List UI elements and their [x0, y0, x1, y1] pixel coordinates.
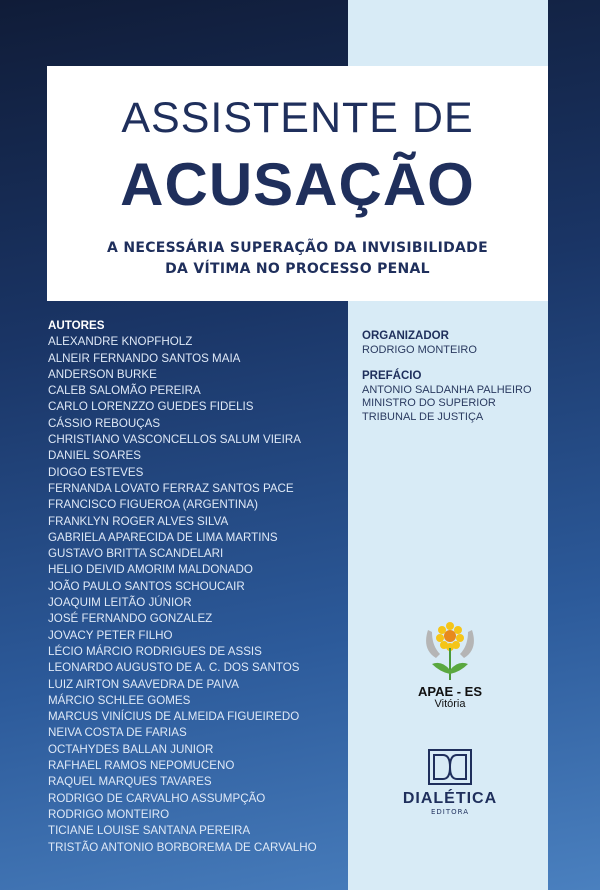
- authors-heading: AUTORES: [48, 319, 105, 332]
- publisher-logo: [400, 748, 500, 816]
- preface-line: MINISTRO DO SUPERIOR: [362, 397, 496, 409]
- author-name: JOÃO PAULO SANTOS SCHOUCAIR: [48, 579, 245, 593]
- author-name: TICIANE LOUISE SANTANA PEREIRA: [48, 824, 251, 838]
- author-name: CHRISTIANO VASCONCELLOS SALUM VIEIRA: [48, 433, 301, 447]
- author-name: TRISTÃO ANTONIO BORBOREMA DE CARVALHO: [48, 840, 317, 854]
- organizer-name: RODRIGO MONTEIRO: [362, 343, 477, 356]
- author-name: RODRIGO MONTEIRO: [48, 807, 170, 821]
- author-name: DIOGO ESTEVES: [48, 465, 144, 479]
- subtitle-line-2: DA VÍTIMA NO PROCESSO PENAL: [165, 261, 430, 277]
- author-name: HELIO DEIVID AMORIM MALDONADO: [48, 563, 253, 577]
- author-name: RAQUEL MARQUES TAVARES: [48, 775, 212, 789]
- preface-line: TRIBUNAL DE JUSTIÇA: [362, 410, 484, 423]
- author-name: ANDERSON BURKE: [48, 367, 157, 381]
- author-name: CARLO LORENZZO GUEDES FIDELIS: [48, 400, 254, 414]
- author-name: MARCUS VINÍCIUS DE ALMEIDA FIGUEIREDO: [48, 710, 300, 724]
- author-name: FERNANDA LOVATO FERRAZ SANTOS PACE: [48, 481, 294, 495]
- dialetica-book-icon: [427, 748, 473, 786]
- author-name: FRANCISCO FIGUEROA (ARGENTINA): [48, 498, 258, 512]
- author-name: RAFHAEL RAMOS NEPOMUCENO: [48, 759, 235, 773]
- author-name: LUIZ AIRTON SAAVEDRA DE PAIVA: [48, 677, 239, 691]
- apae-logo: [400, 620, 500, 710]
- author-name: GABRIELA APARECIDA DE LIMA MARTINS: [48, 530, 278, 544]
- author-name: JOAQUIM LEITÃO JÚNIOR: [48, 596, 192, 610]
- author-name: GUSTAVO BRITTA SCANDELARI: [48, 547, 224, 561]
- title-line-2: ACUSAÇÃO: [120, 151, 475, 218]
- author-name: LÉCIO MÁRCIO RODRIGUES DE ASSIS: [48, 644, 262, 658]
- author-name: NEIVA COSTA DE FARIAS: [48, 726, 187, 740]
- title-box: [47, 66, 548, 301]
- author-name: ALNEIR FERNANDO SANTOS MAIA: [48, 351, 241, 365]
- preface-line: ANTONIO SALDANHA PALHEIRO: [362, 383, 532, 396]
- author-name: RODRIGO DE CARVALHO ASSUMPÇÃO: [48, 791, 266, 805]
- subtitle-line-1: A NECESSÁRIA SUPERAÇÃO DA INVISIBILIDADE: [107, 240, 488, 256]
- publisher-tagline: EDITORA: [430, 808, 470, 816]
- apae-name: APAE - ES: [417, 684, 483, 699]
- author-name: LEONARDO AUGUSTO DE A. C. DOS SANTOS: [48, 661, 300, 675]
- author-name: JOSÉ FERNANDO GONZALEZ: [48, 612, 213, 626]
- author-name: JOVACY PETER FILHO: [48, 628, 173, 642]
- apae-city: Vitória: [434, 698, 466, 710]
- author-name: OCTAHYDES BALLAN JUNIOR: [48, 742, 214, 756]
- author-name: DANIEL SOARES: [48, 449, 141, 463]
- title-line-1: ASSISTENTE DE: [121, 94, 474, 142]
- publisher-name: DIALÉTICA: [402, 790, 498, 807]
- preface-heading: PREFÁCIO: [362, 370, 422, 382]
- authors-list: [48, 318, 317, 856]
- author-name: FRANKLYN ROGER ALVES SILVA: [48, 514, 229, 528]
- author-name: CÁSSIO REBOUÇAS: [48, 416, 161, 430]
- flower-hands-icon: [420, 620, 480, 682]
- subtitle: [47, 238, 548, 280]
- organizer-heading: ORGANIZADOR: [362, 330, 449, 342]
- author-name: ALEXANDRE KNOPFHOLZ: [48, 335, 193, 349]
- author-name: MÁRCIO SCHLEE GOMES: [48, 693, 191, 707]
- author-name: CALEB SALOMÃO PEREIRA: [48, 384, 201, 398]
- credits: [362, 330, 532, 424]
